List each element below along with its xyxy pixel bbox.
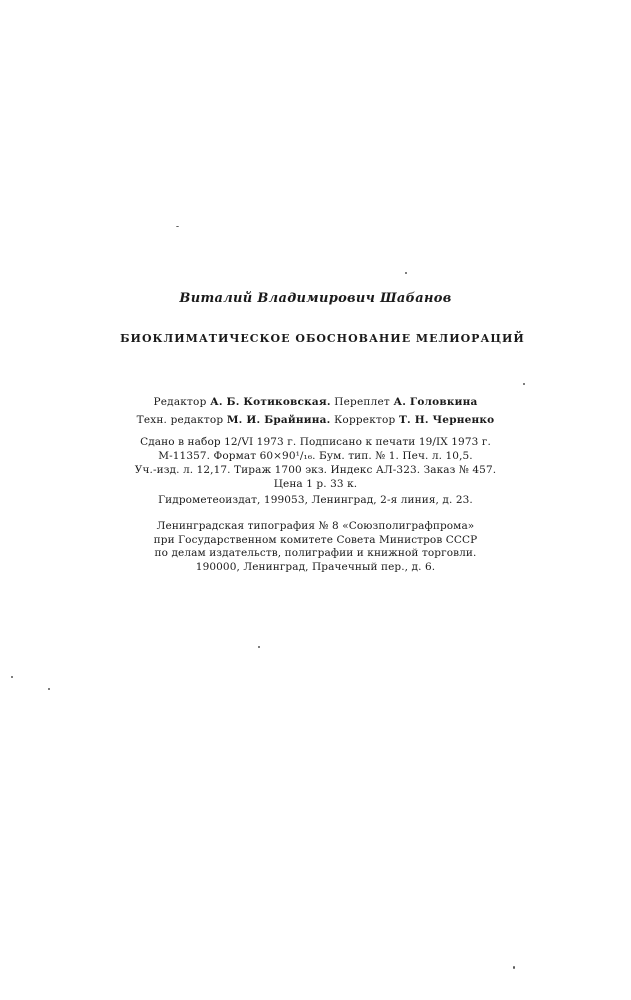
scan-speck: [176, 226, 179, 227]
printer-line: Ленинградская типография № 8 «Союзполиграфпрома»: [156, 520, 475, 532]
printer-line: 190000, Ленинград, Прачечный пер., д. 6.: [195, 560, 436, 573]
pub-info-line: Уч.-изд. л. 12,17. Тираж 1700 экз. Индекс АЛ-323. Заказ № 457.: [134, 464, 497, 476]
pub-info-line: М-11357. Формат 60×90¹/₁₆. Бум. тип. № 1. Печ. л. 10,5.: [158, 450, 473, 462]
proofreader-label: Корректор: [334, 414, 396, 426]
proofreader-name: Т. Н. Черненко: [398, 414, 495, 426]
scan-speck: [523, 383, 525, 385]
tech-editor-label: Техн. редактор: [136, 414, 224, 426]
scan-speck: [11, 676, 13, 678]
publication-info: [0, 435, 631, 491]
price-line: Цена 1 р. 33 к.: [273, 478, 358, 490]
binding-name: А. Головкина: [393, 396, 478, 408]
scan-speck: [405, 272, 407, 274]
book-title: БИОКЛИМАТИЧЕСКОЕ ОБОСНОВАНИЕ МЕЛИОРАЦИЙ: [120, 332, 525, 345]
binding-label: Переплет: [334, 396, 390, 408]
credits-block: [0, 393, 631, 429]
printer-info: [0, 520, 631, 574]
printer-line: при Государственном комитете Совета Министров СССР: [153, 533, 478, 546]
credits-line-editors: [0, 393, 631, 411]
scan-speck: [258, 646, 260, 648]
tech-editor-name: М. И. Брайнина.: [226, 414, 331, 426]
author-name: Виталий Владимирович Шабанов: [179, 291, 452, 306]
editor-name: А. Б. Котиковская.: [210, 396, 331, 408]
scan-speck: [513, 966, 515, 969]
printer-line: по делам издательств, полиграфии и книжной торговли.: [154, 547, 477, 559]
credits-line-technical: [0, 411, 631, 429]
pub-info-line: Сдано в набор 12/VI 1973 г. Подписано к печати 19/IX 1973 г.: [140, 436, 491, 448]
editor-label: Редактор: [153, 396, 207, 408]
publisher-address: Гидрометеоиздат, 199053, Ленинград, 2-я линия, д. 23.: [158, 494, 473, 506]
scan-speck: [48, 688, 50, 690]
